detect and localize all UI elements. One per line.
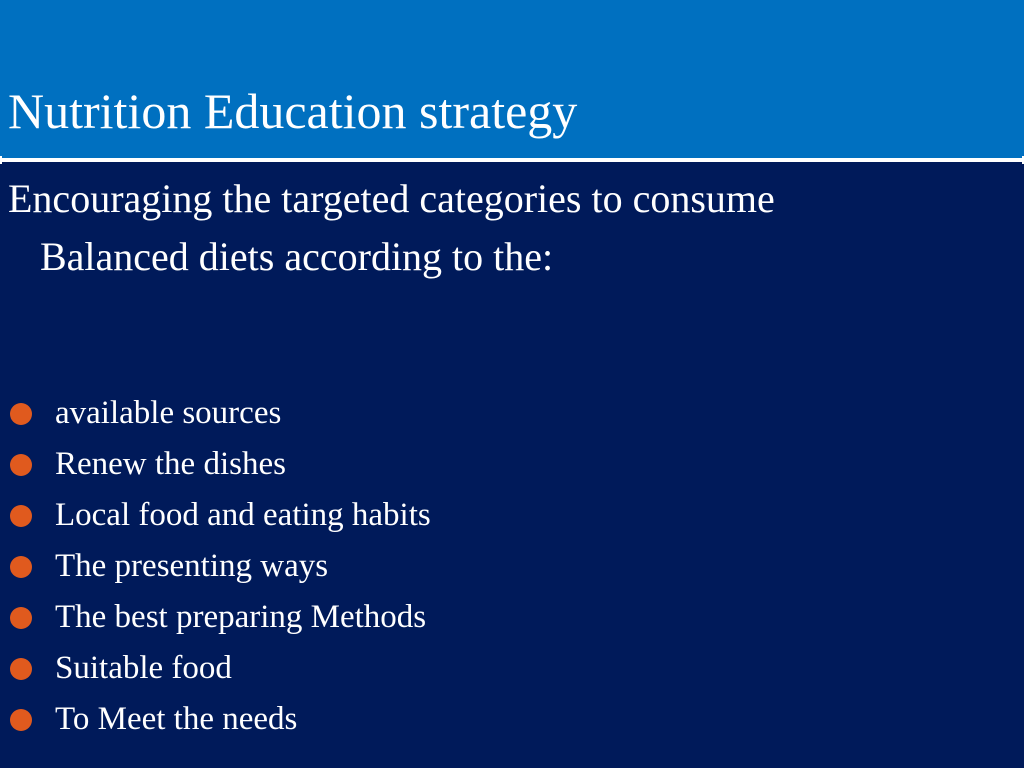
slide-title: Nutrition Education strategy bbox=[8, 83, 578, 139]
bullet-label: The presenting ways bbox=[55, 548, 329, 584]
title-divider bbox=[0, 158, 1024, 162]
divider-left-tick bbox=[0, 156, 2, 164]
list-item bbox=[10, 592, 431, 643]
bullet-label: Renew the dishes bbox=[55, 446, 286, 482]
bullet-label: The best preparing Methods bbox=[55, 599, 427, 635]
bullet-label: To Meet the needs bbox=[55, 701, 298, 737]
bullet-dot-icon bbox=[10, 403, 32, 425]
bullet-label: Local food and eating habits bbox=[55, 497, 431, 533]
list-item bbox=[10, 643, 431, 694]
intro-text: Encouraging the targeted categories to consume Balanced diets according to the: bbox=[8, 176, 775, 279]
bullet-label: Suitable food bbox=[55, 650, 232, 686]
bullet-label: available sources bbox=[55, 395, 282, 431]
list-item bbox=[10, 388, 431, 439]
bullet-dot-icon bbox=[10, 454, 32, 476]
bullet-dot-icon bbox=[10, 556, 32, 578]
list-item bbox=[10, 490, 431, 541]
list-item bbox=[10, 694, 431, 745]
list-item bbox=[10, 439, 431, 490]
bullet-dot-icon bbox=[10, 658, 32, 680]
bullet-list bbox=[10, 388, 431, 745]
title-band bbox=[0, 0, 1024, 158]
bullet-dot-icon bbox=[10, 709, 32, 731]
list-item bbox=[10, 541, 431, 592]
bullet-dot-icon bbox=[10, 607, 32, 629]
bullet-dot-icon bbox=[10, 505, 32, 527]
